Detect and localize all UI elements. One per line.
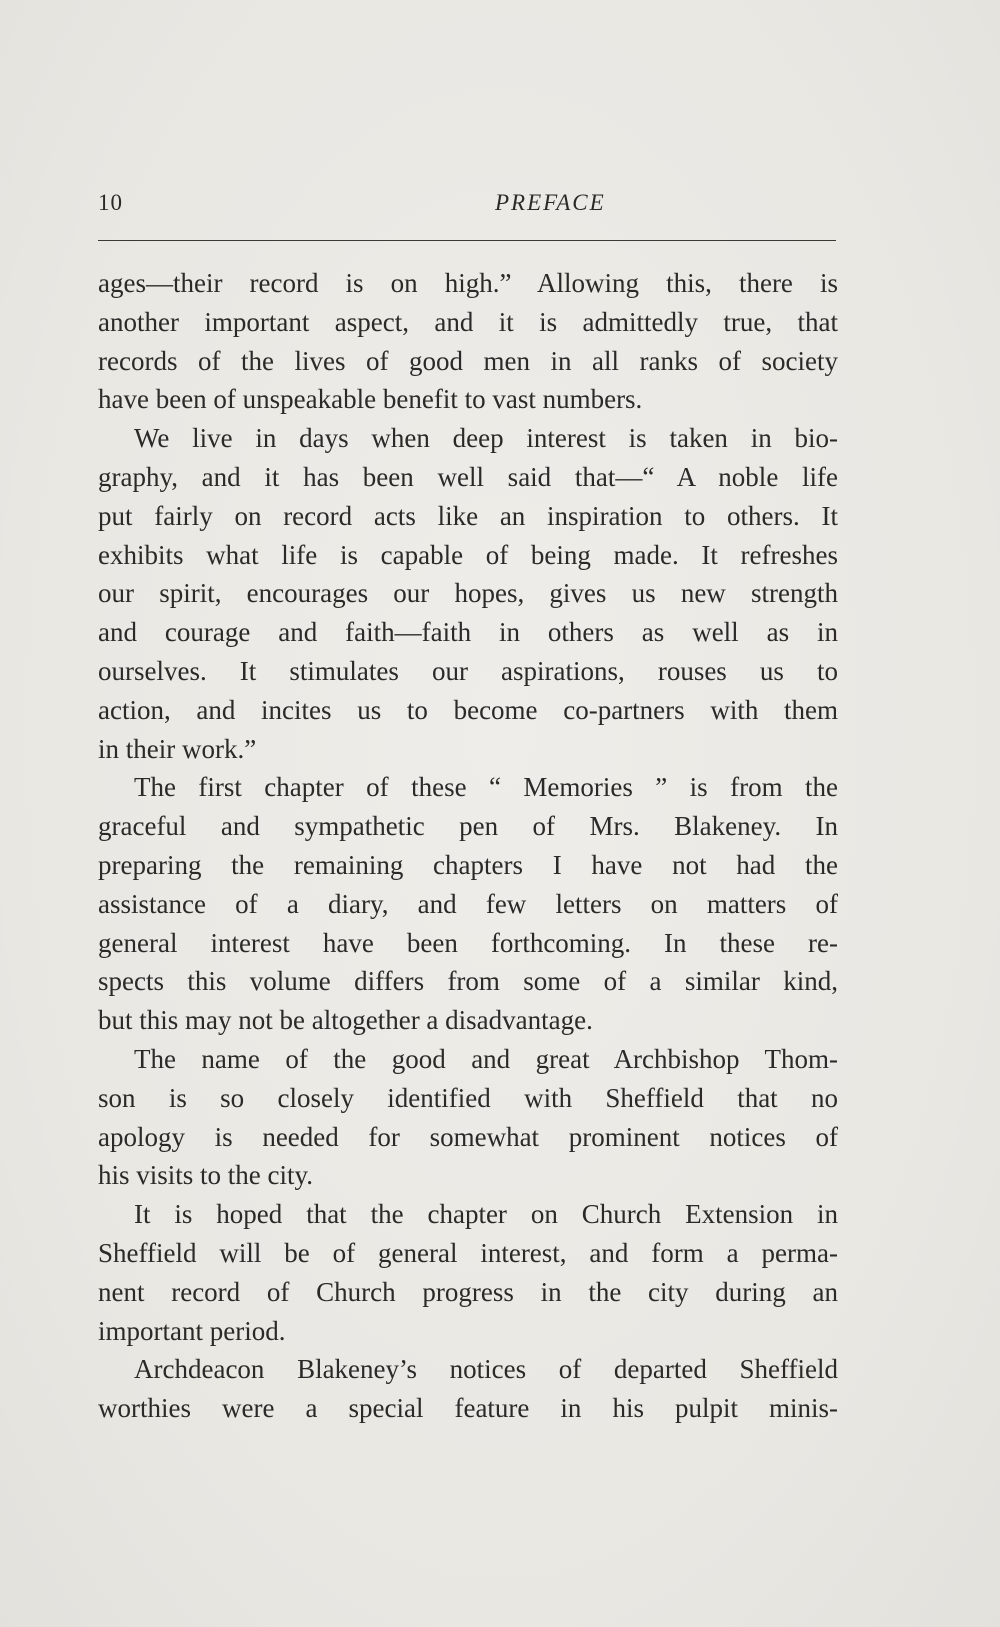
text-line: preparing the remaining chapters I have not had the xyxy=(98,849,838,880)
page-number: 10 xyxy=(98,190,123,215)
text-line: ourselves. It stimulates our aspirations, rouses us to xyxy=(98,655,838,686)
text-line: spects this volume differs from some of a similar kind, xyxy=(98,966,838,997)
text-line: The first chapter of these “ Memories ” is from the xyxy=(134,772,838,803)
text-line: The name of the good and great Archbishop Thom- xyxy=(134,1043,838,1074)
text-line: It is hoped that the chapter on Church Extension in xyxy=(134,1199,838,1230)
text-line: but this may not be altogether a disadvantage. xyxy=(98,1005,593,1036)
text-line: nent record of Church progress in the city during an xyxy=(98,1276,838,1307)
text-line: and courage and faith—faith in others as well as in xyxy=(98,617,838,648)
text-line: records of the lives of good men in all ranks of society xyxy=(98,345,838,376)
text-line: exhibits what life is capable of being made. It refreshes xyxy=(98,539,838,570)
text-line: worthies were a special feature in his pulpit minis- xyxy=(98,1393,838,1424)
running-title: PREFACE xyxy=(495,190,606,215)
text-line: graphy, and it has been well said that—“ A noble life xyxy=(98,461,838,492)
text-line: assistance of a diary, and few letters on matters of xyxy=(98,888,838,919)
text-line: another important aspect, and it is admittedly true, that xyxy=(98,306,838,337)
text-line: general interest have been forthcoming. In these re- xyxy=(98,927,838,958)
text-line: apology is needed for somewhat prominent notices of xyxy=(98,1121,838,1152)
text-line: his visits to the city. xyxy=(98,1160,313,1191)
text-line: in their work.” xyxy=(98,733,257,764)
text-line: We live in days when deep interest is taken in bio- xyxy=(134,423,838,454)
text-line: have been of unspeakable benefit to vast numbers. xyxy=(98,384,643,415)
text-line: graceful and sympathetic pen of Mrs. Blakeney. In xyxy=(98,811,838,842)
text-line: Sheffield will be of general interest, and form a perma- xyxy=(98,1237,838,1268)
text-line: Archdeacon Blakeney’s notices of departed Sheffield xyxy=(134,1354,838,1385)
text-line: son is so closely identified with Sheffield that no xyxy=(98,1082,838,1113)
text-line: important period. xyxy=(98,1315,286,1346)
text-line: put fairly on record acts like an inspiration to others. It xyxy=(98,500,838,531)
text-line: our spirit, encourages our hopes, gives us new strength xyxy=(98,578,838,609)
running-head xyxy=(98,190,836,226)
header-rule xyxy=(98,240,836,241)
text-line: action, and incites us to become co-partners with them xyxy=(98,694,838,725)
preface-text xyxy=(98,264,838,1428)
text-line: ages—their record is on high.” Allowing this, there is xyxy=(98,268,838,298)
